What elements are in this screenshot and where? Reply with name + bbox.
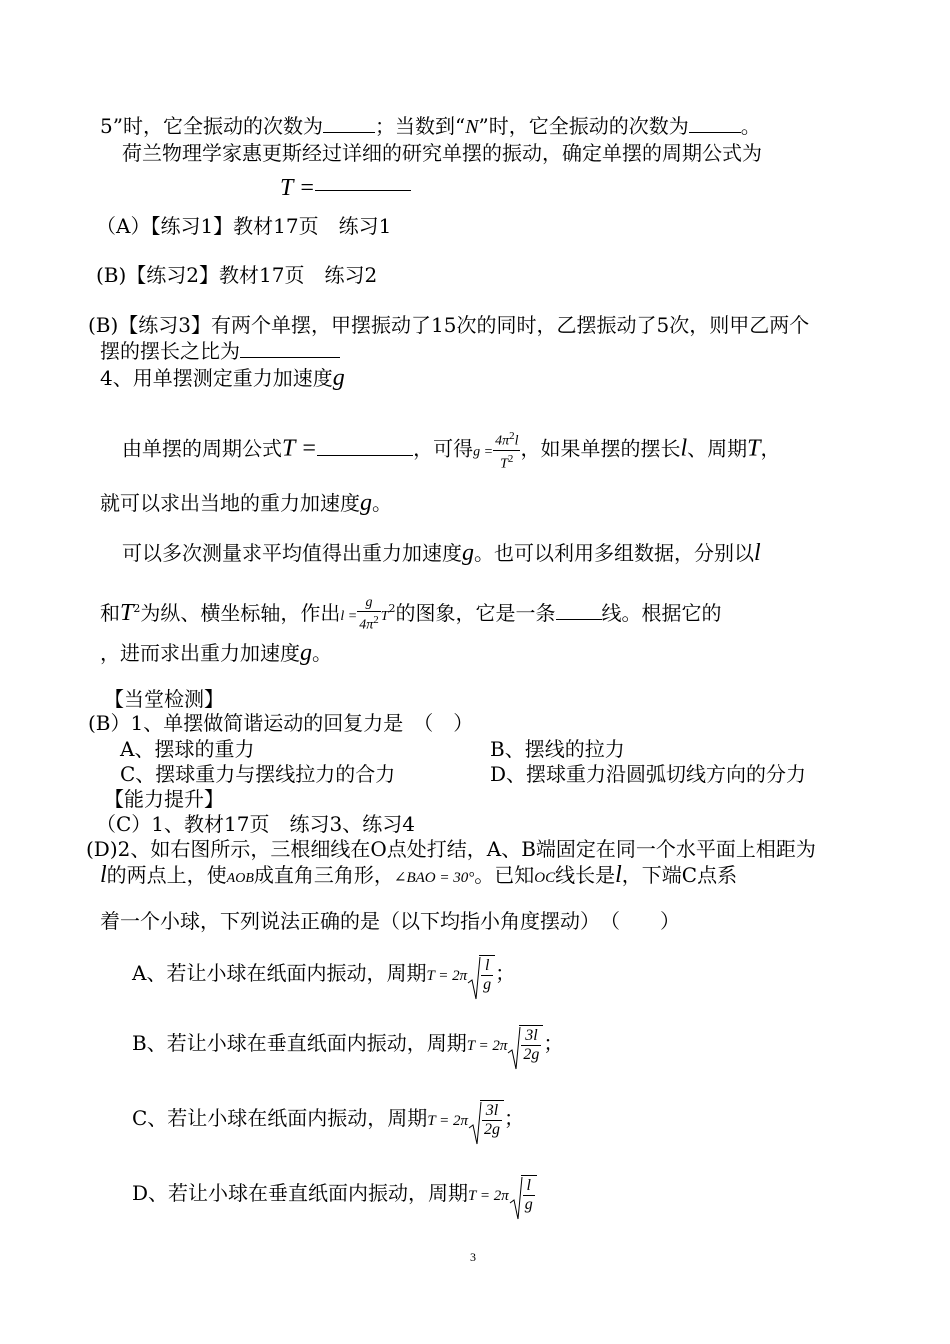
t2: T [380,608,389,624]
var-g: g [462,540,474,566]
formula-prefix: T = 2π [468,1188,509,1204]
num: 4π [495,433,510,449]
text: B、若让小球在垂直纸面内振动，周期 [132,1031,467,1055]
num: l [481,957,493,976]
num: 3l [521,1027,541,1046]
ability-d2-stem: 着一个小球，下列说法正确的是（以下均指小角度摆动） （ ） [100,909,680,933]
text: 就可以求出当地的重力加速度 [100,491,360,515]
answer-a[interactable] [132,955,515,1001]
l-eq: l = [340,608,358,624]
text: 线长是 [555,863,616,887]
average-line [122,540,761,566]
text: D、若让小球在垂直纸面内振动，周期 [132,1181,469,1205]
formula-prefix: T = 2π [427,1113,469,1129]
den: 4π [359,617,374,633]
sup: 2 [507,452,514,465]
var-l: l [754,540,761,566]
sup: 2 [388,602,396,616]
exercise-1: （A）【练习1】教材17页 练习1 [96,214,392,238]
sqrt-icon [509,1175,537,1214]
text: A、若让小球在纸面内振动，周期 [132,961,427,985]
ability-c1: （C）1、教材17页 练习3、练习4 [96,812,415,836]
var-t: T [120,599,134,626]
text: C、若让小球在纸面内振动，周期 [132,1106,428,1130]
var-t: T = [282,435,318,462]
exercise-3-cont [100,338,340,364]
sqrt-icon [467,955,495,994]
var-l: l [615,862,622,888]
text: ，进而求出重力加速度 [100,641,300,665]
blank-ratio[interactable] [240,339,340,358]
text: 线。根据它的 [601,600,722,625]
text: ；当数到“ [374,114,466,138]
page-number: 3 [470,1250,476,1264]
ability-d2: (D)2、如右图所示，三根细线在O点处打结，A、B端固定在同一个水平面上相距为 [86,837,816,861]
text: ”时，它全振动的次数为 [478,114,689,138]
text: 可以多次测量求平均值得出重力加速度 [122,541,462,565]
blank-2[interactable] [689,114,741,133]
graph-line [100,595,722,641]
num: 3l [482,1102,502,1121]
text: ； [543,1031,564,1055]
var-t2: T [747,435,761,462]
sup: 2 [373,614,379,626]
text: ， [760,436,781,461]
text: ； [495,961,516,985]
var-aob: AOB [226,871,254,886]
period-formula-line [280,175,411,201]
den: T [500,456,508,472]
text: 。 [312,641,332,665]
section-4-heading [100,365,345,391]
sqrt-icon [468,1100,504,1139]
blank-1[interactable] [323,114,375,133]
exercise-2: (B)【练习2】教材17页 练习2 [96,263,378,287]
huygens-line: 荷兰物理学家惠更斯经过详细的研究单摆的振动，确定单摆的周期公式为 [122,141,762,165]
sqrt-icon [507,1025,543,1064]
text: ； [504,1106,525,1130]
var-g: g [332,365,345,391]
text: 的两点上，使 [106,863,227,887]
den: g [524,1196,533,1213]
ability-d2-cont [100,862,737,892]
text: 。 [372,491,392,515]
var-n: N [465,116,479,138]
sup: 2 [133,602,141,616]
fraction-g-4pi2 [357,595,381,634]
text: ，可得 [413,436,474,461]
den: 2g [484,1121,501,1138]
num: g [357,595,381,612]
text: 由单摆的周期公式 [122,436,282,461]
text: 、周期 [687,436,748,461]
heading-ability: 【能力提升】 [104,787,224,811]
text: 。已知 [474,863,535,887]
formula-prefix: T = 2π [426,968,468,984]
formula-t: T = [280,175,316,201]
var-l: l [680,435,688,462]
answer-d[interactable] [132,1175,537,1221]
var-l: l [100,862,107,888]
num-l: l [514,433,519,449]
answer-c[interactable] [132,1100,524,1146]
exercise-3: (B)【练习3】有两个单摆，甲摆振动了15次的同时，乙摆振动了5次，则甲乙两个 [88,313,810,337]
den: 2g [523,1046,540,1063]
blank-line-type[interactable] [556,601,602,620]
option-d[interactable]: D、摆球重力沿圆弧切线方向的分力 [490,762,807,786]
sup: 2 [509,430,515,442]
text: 为纵、横坐标轴，作出 [140,600,341,625]
answer-b[interactable] [132,1025,563,1071]
option-a[interactable]: A、摆球的重力 [120,737,255,761]
den: g [483,976,492,993]
text: ，如果单摆的摆长 [520,436,681,461]
fraction-g [493,428,520,472]
gravity-line [100,490,392,516]
var-g: g [360,490,372,516]
option-b[interactable]: B、摆线的拉力 [490,737,625,761]
formula-prefix: T = 2π [466,1038,508,1054]
angle-bao: ∠BAO = 30° [393,870,475,886]
formula-derivation [122,428,781,474]
heading-check: 【当堂检测】 [104,687,224,711]
text: 的图象，它是一条 [395,600,556,625]
var-oc: OC [534,870,556,886]
text: ，下端C点系 [621,863,738,887]
conclusion-line [100,640,332,666]
text: 。也可以利用多组数据，分别以 [474,541,754,565]
text: 和 [100,600,120,625]
blank-formula[interactable] [317,437,413,456]
text: 4、用单摆测定重力加速度 [100,366,333,390]
g-eq: g = [473,444,494,460]
question-1: (B）1、单摆做简谐运动的回复力是 （ ） [88,711,474,735]
line-count-times [100,113,761,140]
text: 成直角三角形， [253,863,394,887]
formula-blank[interactable] [315,189,411,191]
text: 摆的摆长之比为 [100,339,240,363]
num: l [523,1177,535,1196]
text: 。 [740,114,761,138]
text: 5”时，它全振动的次数为 [100,114,323,138]
option-c[interactable]: C、摆球重力与摆线拉力的合力 [120,762,396,786]
var-g: g [300,640,312,666]
